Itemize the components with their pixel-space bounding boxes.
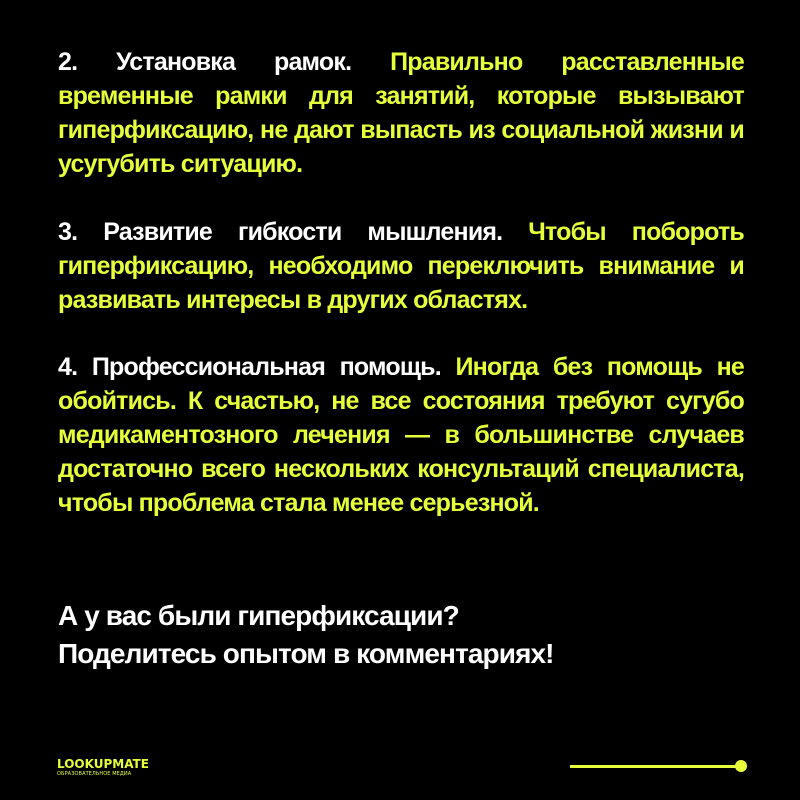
brand-name: LOOKUPMATE: [57, 757, 149, 771]
point-2-heading: 2. Установка рамок.: [58, 48, 352, 76]
point-2: [58, 45, 744, 181]
point-3-heading: 3. Развитие гибкости мышления.: [58, 218, 503, 246]
brand-tagline: ОБРАЗОВАТЕЛЬНОЕ МЕДИА: [57, 771, 132, 777]
closing-question: [58, 597, 758, 673]
point-3-text: Чтобы побороть гиперфиксацию, необходимо переключить внимание и развивать интересы в других областях.: [58, 218, 744, 314]
point-4: [58, 350, 744, 520]
decorative-line: [570, 765, 738, 768]
point-4-text: Иногда без помощь не обойтись. К счастью, не все состояния требуют сугубо медикаментозного лечения — в большинстве случаев достаточно всего нескольких консультаций специалиста, чтобы проблема стала менее серьезной.: [58, 353, 744, 517]
question-line-1: А у вас были гиперфиксации?: [58, 600, 459, 631]
brand-logo: [57, 758, 153, 777]
question-line-2: Поделитесь опытом в комментариях!: [58, 638, 554, 669]
point-3: [58, 215, 744, 317]
point-2-text: Правильно расставленные временные рамки для занятий, которые вызывают гиперфиксацию, не дают выпасть из социальной жизни и усугубить ситуацию.: [58, 48, 744, 178]
decorative-dot-icon: [735, 760, 747, 772]
point-4-heading: 4. Профессиональная помощь.: [58, 353, 441, 381]
